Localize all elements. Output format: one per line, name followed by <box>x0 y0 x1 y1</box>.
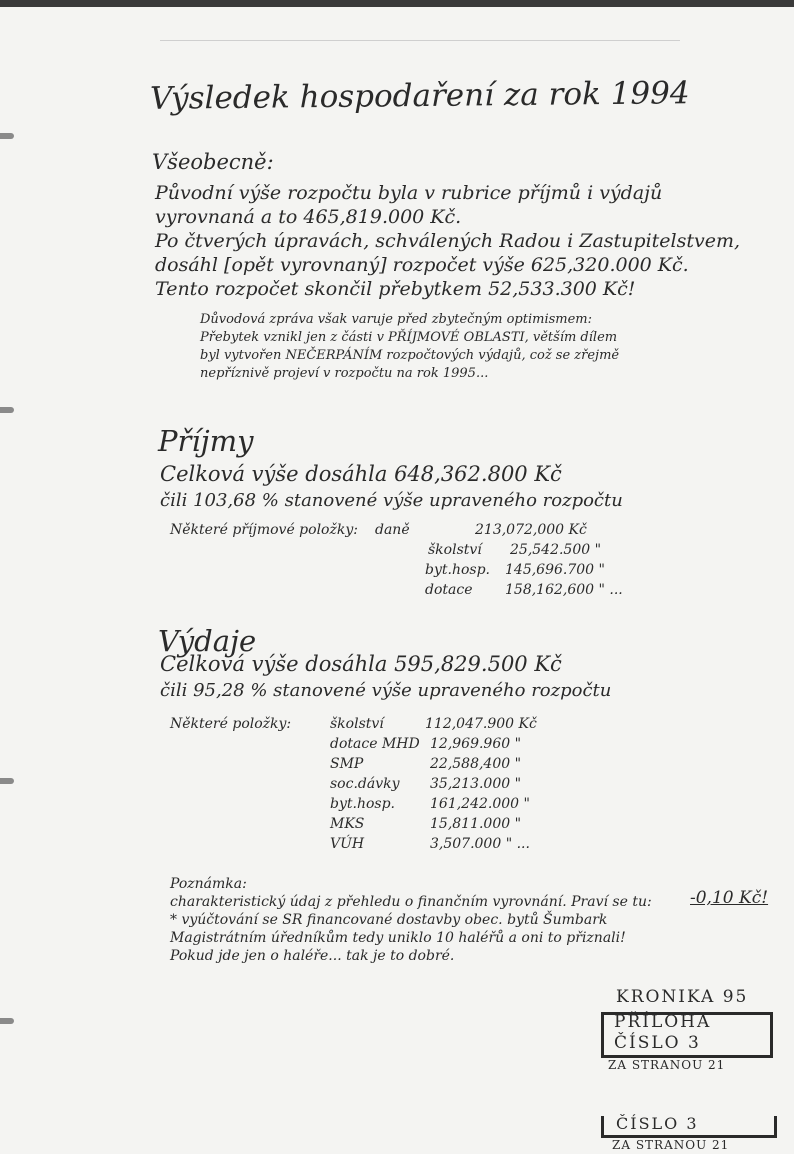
general-line-surplus: Tento rozpočet skončil přebytkem 52,533.300 Kč! <box>155 278 636 300</box>
income-item-name: školství <box>428 542 482 558</box>
stamp-copy-number-label: ČÍSLO 3 <box>616 1114 699 1133</box>
expense-item-value: 12,969.960 " <box>430 736 522 752</box>
income-item-value: 158,162,600 " ... <box>505 582 623 598</box>
expense-item-value: 35,213.000 " <box>430 776 522 792</box>
expense-item-value: 3,507.000 " ... <box>430 836 530 852</box>
income-heading: Příjmy <box>158 424 254 458</box>
general-note-line: nepříznivě projeví v rozpočtu na rok 1995... <box>200 366 489 381</box>
binder-hole-mark <box>0 133 14 139</box>
income-item-value: 25,542.500 " <box>510 542 602 558</box>
footnote-amount: -0,10 Kč! <box>690 888 769 908</box>
expenses-items-label: Některé položky: <box>170 716 292 732</box>
income-percent: čili 103,68 % stanovené výše upraveného rozpočtu <box>160 490 623 511</box>
expense-item-value: 22,588,400 " <box>430 756 522 772</box>
stamp-attachment-label: PŘÍLOHA <box>614 1012 712 1032</box>
stamp-copy-page-ref: ZA STRANOU 21 <box>612 1138 730 1152</box>
binder-hole-mark <box>0 778 14 784</box>
binder-hole-mark <box>0 1018 14 1024</box>
general-line: vyrovnaná a to 465,819.000 Kč. <box>155 206 462 228</box>
general-line: Původní výše rozpočtu byla v rubrice příjmů i výdajů <box>155 182 663 204</box>
general-line: Po čtverých úpravách, schválených Radou i Zastupitelstvem, <box>155 230 741 252</box>
expenses-heading: Výdaje <box>158 624 257 658</box>
expense-item-name: SMP <box>330 756 364 772</box>
income-item-name: byt.hosp. <box>425 562 490 578</box>
binder-hole-mark <box>0 407 14 413</box>
stamp-number-label: ČÍSLO 3 <box>614 1033 701 1053</box>
income-item-name: dotace <box>425 582 473 598</box>
expense-item-name: školství <box>330 716 384 732</box>
faint-rule <box>160 40 680 41</box>
stamp-kronika-label: KRONIKA 95 <box>616 987 749 1007</box>
footnote-line: charakteristický údaj z přehledu o finančním vyrovnání. Praví se tu: <box>170 894 652 910</box>
general-line: dosáhl [opět vyrovnaný] rozpočet výše 625,320.000 Kč. <box>155 254 689 276</box>
page-title: Výsledek hospodaření za rok 1994 <box>149 75 690 117</box>
scan-top-edge <box>0 0 794 7</box>
footnote-line: Magistrátním úředníkům tedy uniklo 10 haléřů a oni to přiznali! <box>170 930 626 946</box>
footnote-line: * vyúčtování se SR financované dostavby obec. bytů Šumbark <box>170 912 608 928</box>
footnote-line: Pokud jde jen o haléře... tak je to dobré. <box>170 948 455 964</box>
income-item-name: daně <box>375 522 410 538</box>
expense-item-name: MKS <box>330 816 365 832</box>
expense-item-name: soc.dávky <box>330 776 400 792</box>
general-note-line: Důvodová zpráva však varuje před zbytečným optimismem: <box>200 312 593 327</box>
expenses-total: Celková výše dosáhla 595,829.500 Kč <box>160 652 562 676</box>
expense-item-value: 112,047.900 Kč <box>425 716 537 732</box>
income-items-label: Některé příjmové položky: <box>170 522 358 538</box>
expense-item-name: byt.hosp. <box>330 796 395 812</box>
expense-item-name: dotace MHD <box>330 736 420 752</box>
expense-item-name: VÚH <box>330 836 365 852</box>
general-note-line: byl vytvořen NEČERPÁNÍM rozpočtových výdajů, což se zřejmě <box>200 348 620 363</box>
footnote-heading: Poznámka: <box>170 876 247 892</box>
expenses-percent: čili 95,28 % stanovené výše upraveného rozpočtu <box>160 680 612 701</box>
general-heading: Všeobecně: <box>152 150 274 174</box>
income-item-value: 145,696.700 " <box>505 562 605 578</box>
stamp-page-ref: ZA STRANOU 21 <box>608 1058 726 1072</box>
income-total: Celková výše dosáhla 648,362.800 Kč <box>160 462 562 486</box>
general-note-line: Přebytek vznikl jen z části v PŘÍJMOVÉ OBLASTI, větším dílem <box>200 330 618 345</box>
income-item-value: 213,072,000 Kč <box>475 522 587 538</box>
expense-item-value: 161,242.000 " <box>430 796 530 812</box>
expense-item-value: 15,811.000 " <box>430 816 522 832</box>
